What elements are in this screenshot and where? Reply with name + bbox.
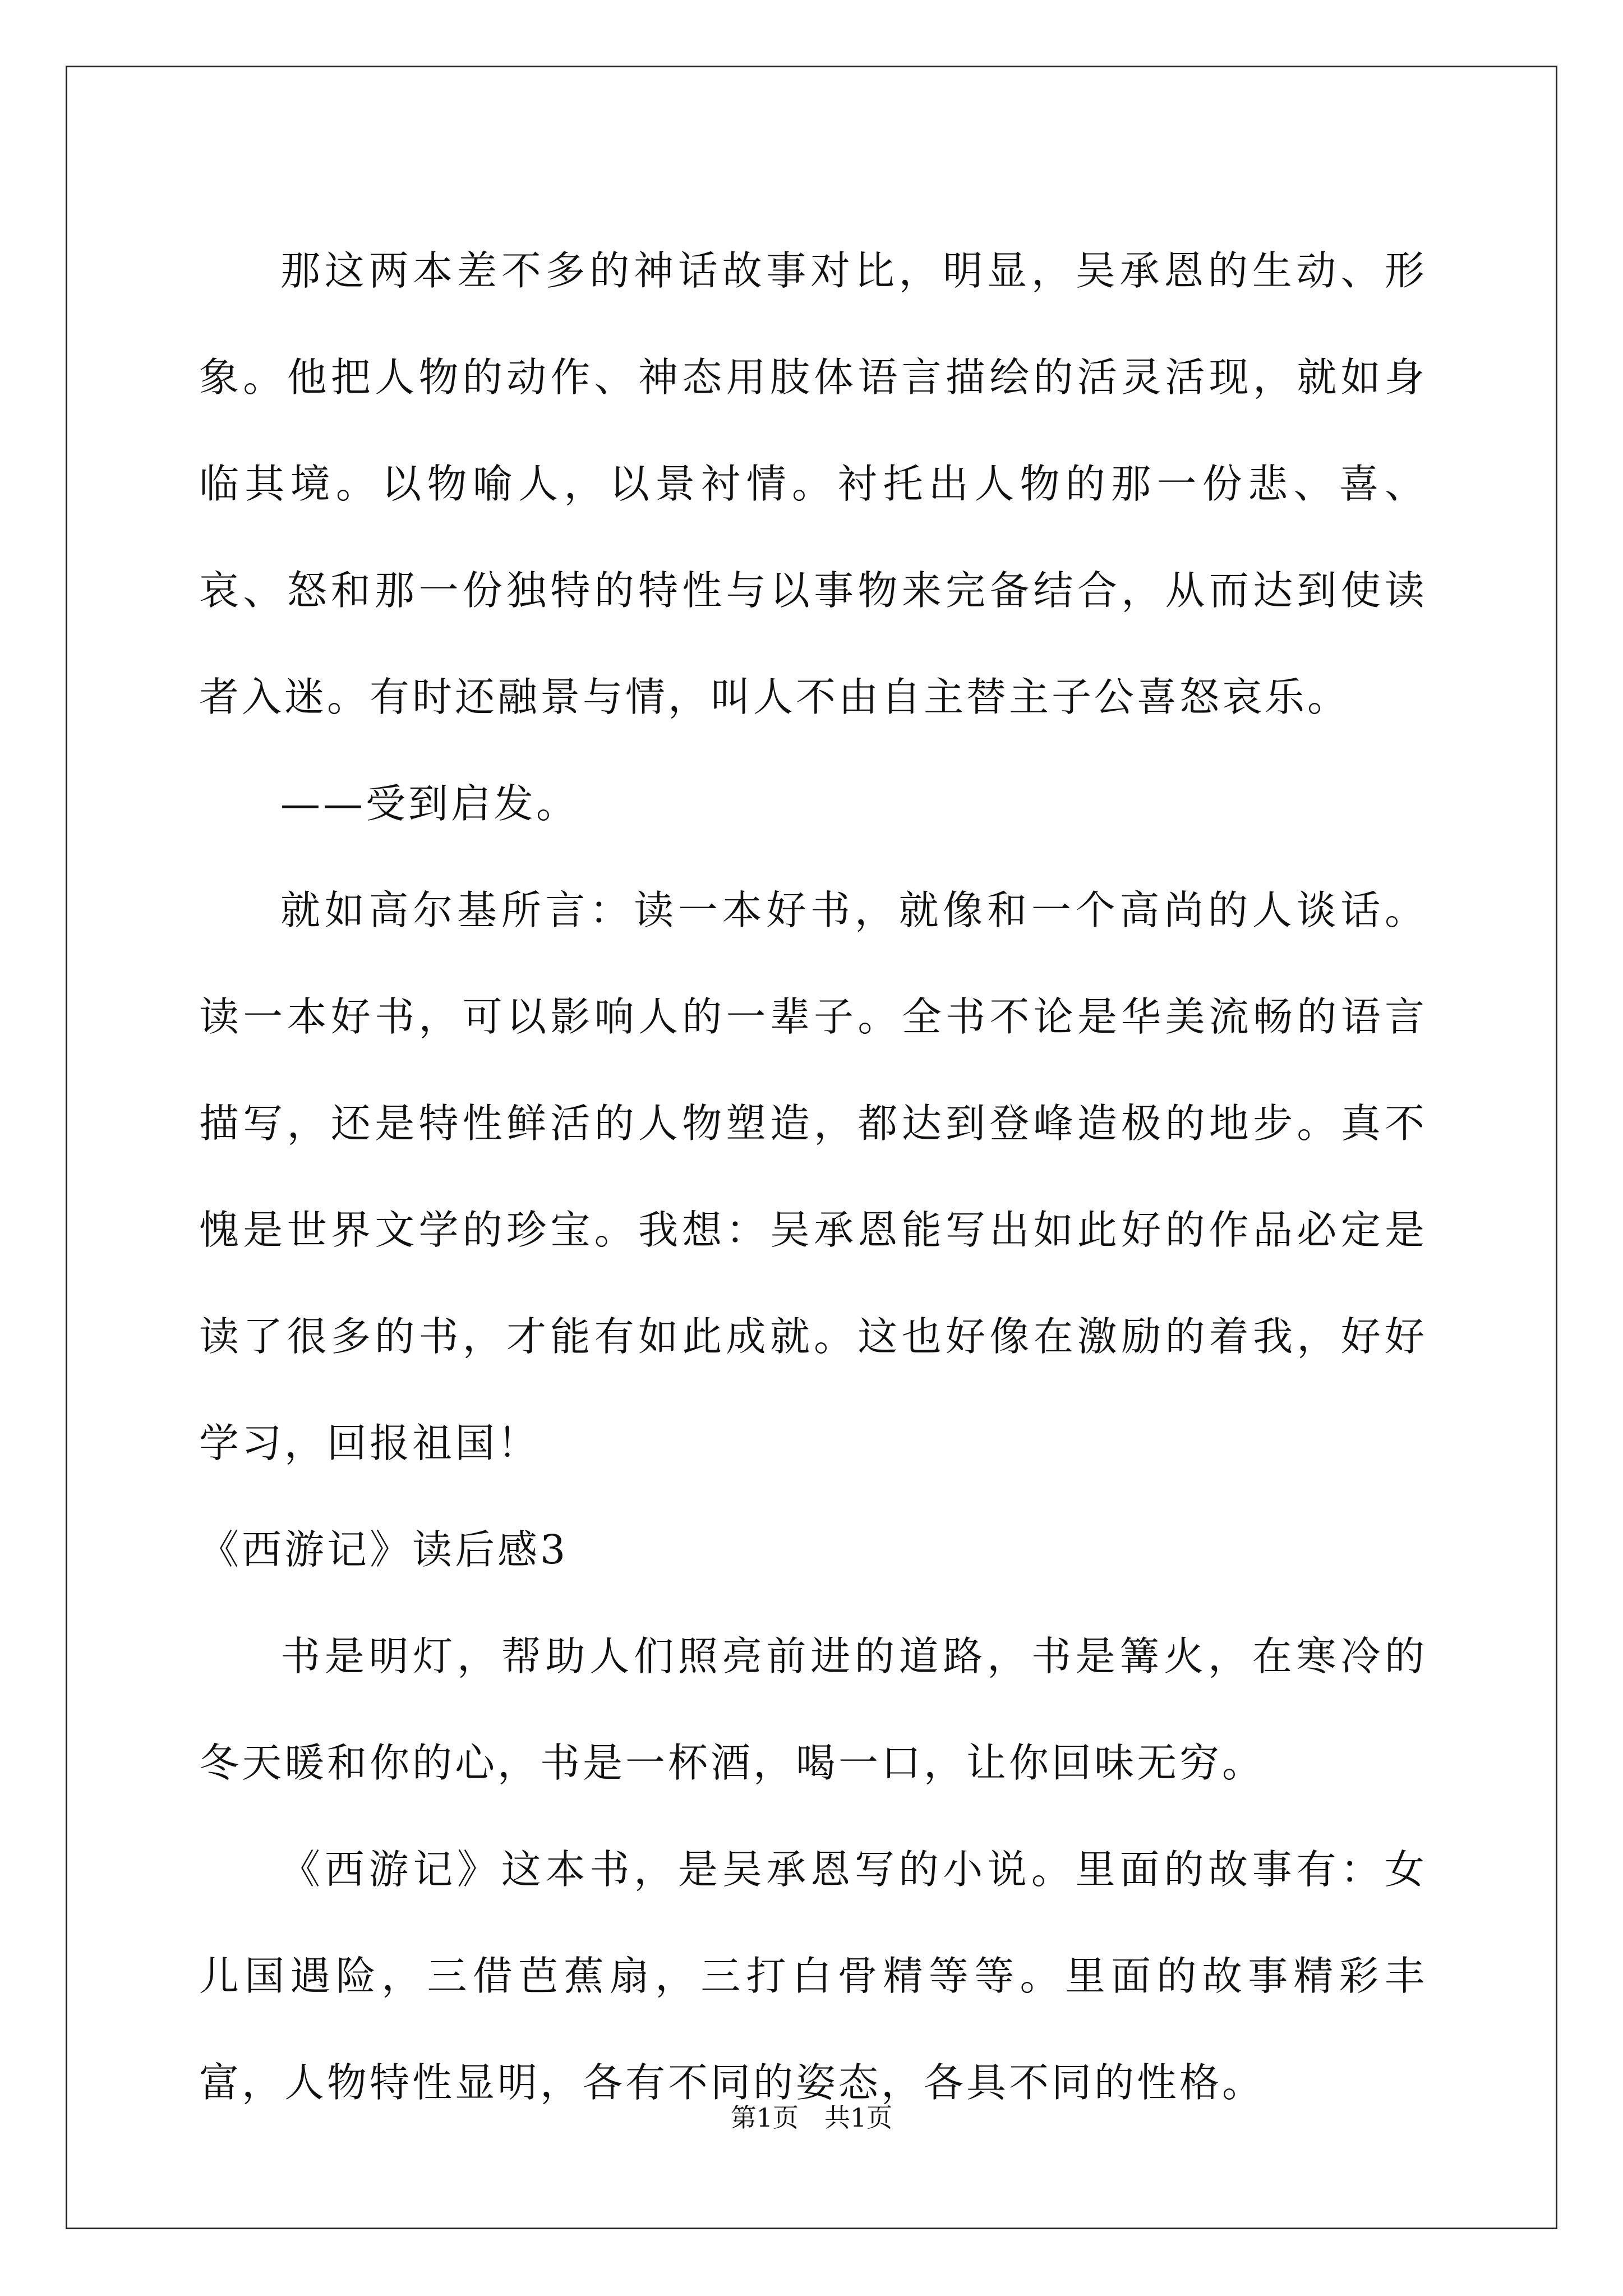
section-heading: 《西游记》读后感3 <box>199 1526 569 1573</box>
page-number-current: 第1页 <box>730 2102 799 2133</box>
paragraph-5: 《西游记》这本书，是吴承恩写的小说。里面的故事有：女儿国遇险，三借芭蕉扇，三打白骨精等等。里面的故事精彩丰富，人物特性显明，各有不同的姿态，各具不同的性格。 <box>199 1846 1427 2106</box>
page-footer <box>0 2101 1623 2134</box>
paragraph-3: 就如高尔基所言：读一本好书，就像和一个高尚的人谈话。读一本好书，可以影响人的一辈子。全书不论是华美流畅的语言描写，还是特性鲜活的人物塑造，都达到登峰造极的地步。真不愧是世界文学的珍宝。我想：吴承恩能写出如此好的作品必定是读了很多的书，才能有如此成就。这也好像在激励的着我，好好学习，回报祖国！ <box>199 887 1427 1466</box>
paragraph-4: 书是明灯，帮助人们照亮前进的道路，书是篝火，在寒冷的冬天暖和你的心，书是一杯酒，喝一口，让你回味无穷。 <box>199 1633 1427 1786</box>
page-number-total: 共1页 <box>824 2102 893 2133</box>
paragraph-1: 那这两本差不多的神话故事对比，明显，吴承恩的生动、形象。他把人物的动作、神态用肢体语言描绘的活灵活现，就如身临其境。以物喻人，以景衬情。衬托出人物的那一份悲、喜、哀、怒和那一份独特的特性与以事物来完备结合，从而达到使读者入迷。有时还融景与情，叫人不由自主替主子公喜怒哀乐。 <box>199 247 1427 720</box>
document-body <box>199 218 1427 2136</box>
paragraph-2: ——受到启发。 <box>280 780 579 827</box>
